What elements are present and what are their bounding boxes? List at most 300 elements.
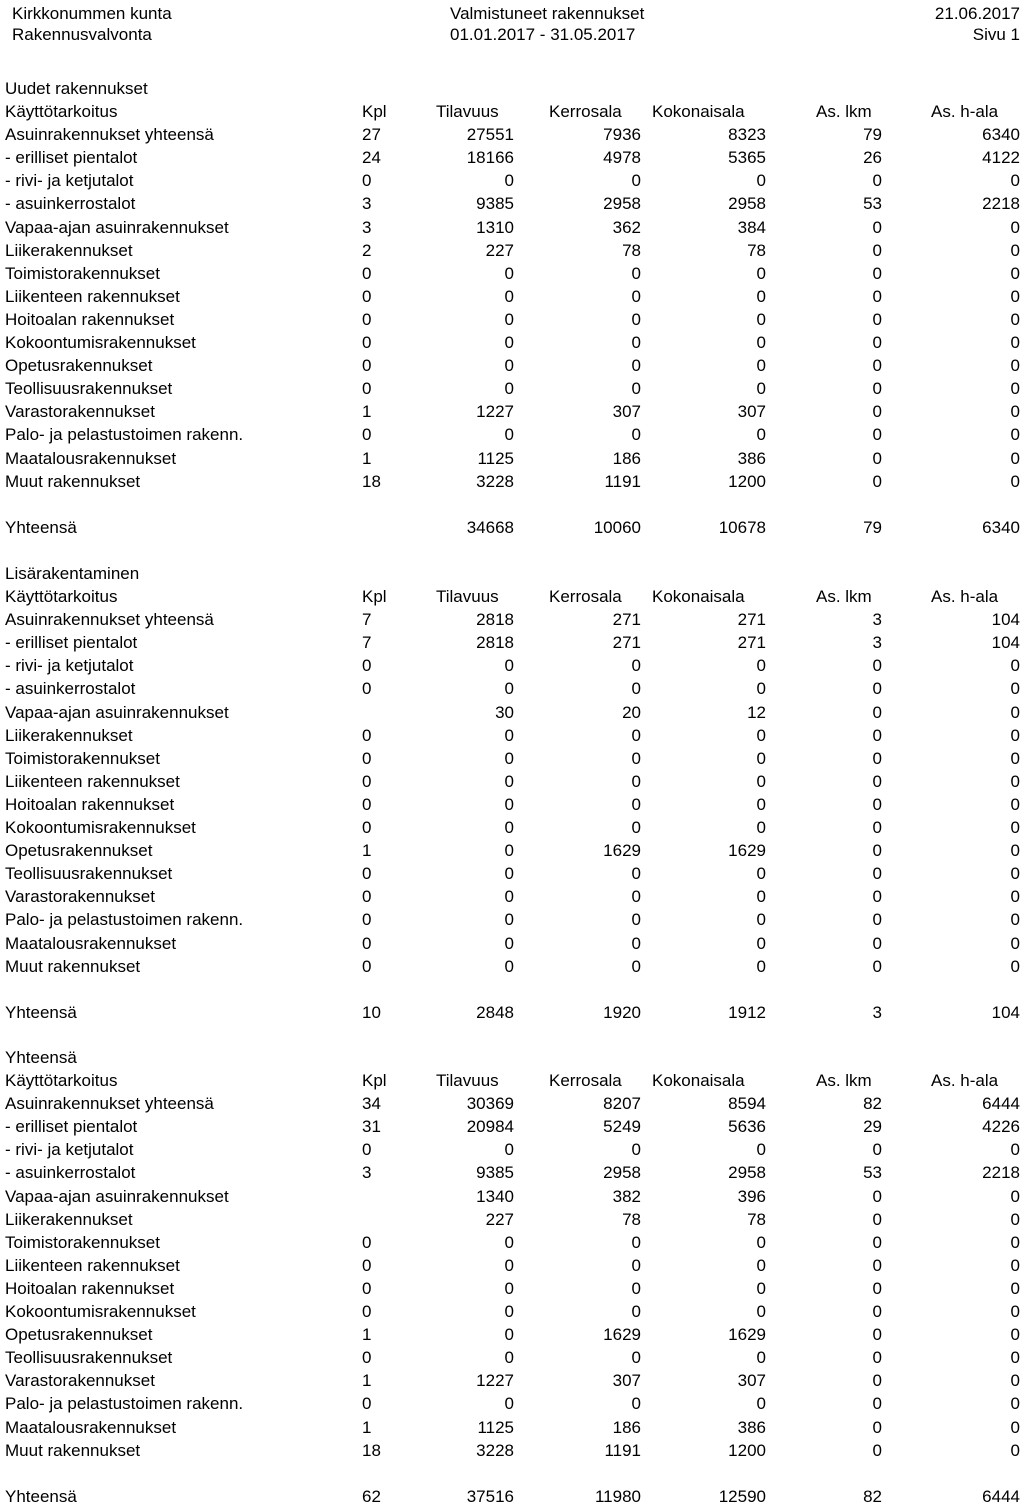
column-header-tilavuus: Tilavuus [436,587,499,606]
cell-label: Teollisuusrakennukset [5,864,173,884]
cell-tilavuus: 18166 [466,148,514,168]
cell-as-hala: 0 [1010,748,1020,768]
cell-as-hala: 0 [1010,910,1020,930]
cell-as-lkm: 0 [872,309,882,329]
cell-kokonaisala: 307 [737,1371,766,1391]
total-as-hala: 104 [991,1002,1020,1022]
table-row [0,125,1024,148]
cell-tilavuus: 0 [504,794,514,814]
cell-kpl: 0 [362,933,372,953]
cell-kokonaisala: 0 [756,263,766,283]
table-row [0,633,1024,656]
cell-label: Liikenteen rakennukset [5,1255,180,1275]
cell-tilavuus: 0 [504,286,514,306]
cell-tilavuus: 227 [485,240,514,260]
cell-kokonaisala: 0 [756,1394,766,1414]
table-row [0,795,1024,818]
cell-kokonaisala: 396 [737,1186,766,1206]
cell-as-hala: 0 [1010,402,1020,422]
cell-kokonaisala: 0 [756,1348,766,1368]
cell-label: - erilliset pientalot [5,1117,138,1137]
table-row [0,887,1024,910]
cell-as-hala: 0 [1010,1325,1020,1345]
column-header-kerrosala: Kerrosala [549,587,622,606]
cell-kpl: 0 [362,425,372,445]
cell-as-lkm: 0 [872,656,882,676]
cell-tilavuus: 0 [504,425,514,445]
page-number: Sivu 1 [972,25,1020,44]
cell-kerrosala: 0 [631,864,641,884]
cell-as-lkm: 0 [872,1255,882,1275]
cell-as-lkm: 0 [872,1348,882,1368]
table-row [0,1117,1024,1140]
cell-label: - asuinkerrostalot [5,194,136,214]
table-row [0,1279,1024,1302]
cell-tilavuus: 0 [504,309,514,329]
total-kokonaisala: 10678 [718,517,766,537]
cell-kokonaisala: 0 [756,656,766,676]
cell-as-hala: 0 [1010,1209,1020,1229]
cell-as-lkm: 0 [872,448,882,468]
cell-tilavuus: 0 [504,656,514,676]
cell-label: Palo- ja pelastustoimen rakenn. [5,1394,244,1414]
cell-as-lkm: 53 [863,1163,882,1183]
cell-as-lkm: 0 [872,748,882,768]
cell-kokonaisala: 386 [737,448,766,468]
cell-kerrosala: 0 [631,1278,641,1298]
cell-as-hala: 0 [1010,171,1020,191]
cell-kokonaisala: 1200 [728,1440,766,1460]
cell-kerrosala: 2958 [603,194,641,214]
cell-label: Teollisuusrakennukset [5,379,173,399]
cell-label: Muut rakennukset [5,471,141,491]
cell-tilavuus: 0 [504,748,514,768]
cell-label: Liikerakennukset [5,240,133,260]
cell-kerrosala: 382 [612,1186,641,1206]
cell-tilavuus: 3228 [476,471,514,491]
column-header-as-hala: As. h-ala [931,102,999,121]
cell-as-hala: 0 [1010,1232,1020,1252]
cell-as-hala: 6444 [982,1094,1020,1114]
column-header-tilavuus: Tilavuus [436,102,499,121]
cell-as-lkm: 0 [872,679,882,699]
cell-as-hala: 0 [1010,333,1020,352]
cell-label: Muut rakennukset [5,956,141,976]
cell-as-hala: 0 [1010,818,1020,837]
cell-kpl: 0 [362,333,372,352]
cell-as-hala: 0 [1010,656,1020,676]
cell-kokonaisala: 271 [737,610,766,630]
table-row [0,934,1024,957]
cell-as-hala: 0 [1010,1394,1020,1414]
cell-label: Maatalousrakennukset [5,933,177,953]
cell-as-lkm: 0 [872,1232,882,1252]
cell-kpl: 0 [362,887,372,907]
cell-kokonaisala: 0 [756,771,766,791]
cell-tilavuus: 27551 [466,125,514,145]
cell-label: Opetusrakennukset [5,356,153,376]
cell-tilavuus: 0 [504,379,514,399]
cell-as-hala: 0 [1010,1417,1020,1437]
table-row [0,749,1024,772]
cell-tilavuus: 30 [495,702,514,722]
cell-as-hala: 0 [1010,240,1020,260]
cell-as-lkm: 3 [872,633,882,653]
cell-as-lkm: 0 [872,1209,882,1229]
total-kpl: 62 [362,1486,381,1506]
cell-as-hala: 2218 [982,1163,1020,1183]
cell-kokonaisala: 0 [756,887,766,907]
cell-kerrosala: 0 [631,1255,641,1275]
column-header-kokonaisala: Kokonaisala [652,1071,745,1090]
cell-kerrosala: 2958 [603,1163,641,1183]
total-row [0,1003,1024,1026]
cell-kpl: 1 [362,448,372,468]
cell-as-hala: 6340 [982,125,1020,145]
cell-kpl: 18 [362,1440,381,1460]
cell-as-lkm: 0 [872,1440,882,1460]
cell-as-hala: 0 [1010,425,1020,445]
cell-kerrosala: 8207 [603,1094,641,1114]
cell-tilavuus: 0 [504,1348,514,1368]
cell-kpl: 3 [362,217,372,237]
cell-kokonaisala: 2958 [728,1163,766,1183]
table-row [0,472,1024,495]
cell-as-hala: 0 [1010,217,1020,237]
cell-as-lkm: 26 [863,148,882,168]
total-as-hala: 6444 [982,1486,1020,1506]
table-row [0,402,1024,425]
cell-tilavuus: 0 [504,818,514,837]
cell-kpl: 0 [362,379,372,399]
cell-kokonaisala: 0 [756,1302,766,1321]
cell-kerrosala: 307 [612,402,641,422]
cell-label: Kokoontumisrakennukset [5,333,196,352]
cell-as-lkm: 0 [872,864,882,884]
table-row [0,679,1024,702]
cell-kerrosala: 0 [631,794,641,814]
total-kpl: 10 [362,1002,381,1022]
cell-as-lkm: 0 [872,1186,882,1206]
cell-as-hala: 0 [1010,1186,1020,1206]
total-tilavuus: 2848 [476,1002,514,1022]
cell-tilavuus: 0 [504,1302,514,1321]
cell-as-hala: 0 [1010,864,1020,884]
cell-tilavuus: 0 [504,356,514,376]
cell-kerrosala: 0 [631,887,641,907]
table-row [0,379,1024,402]
column-header-kokonaisala: Kokonaisala [652,102,745,121]
table-row [0,218,1024,241]
cell-kokonaisala: 0 [756,309,766,329]
cell-label: Varastorakennukset [5,402,155,422]
cell-as-lkm: 0 [872,286,882,306]
cell-tilavuus: 0 [504,1140,514,1160]
cell-as-lkm: 0 [872,1371,882,1391]
total-as-lkm: 82 [863,1486,882,1506]
cell-label: Opetusrakennukset [5,1325,153,1345]
column-header-as-lkm: As. lkm [816,102,872,121]
cell-kpl: 0 [362,309,372,329]
total-tilavuus: 34668 [466,517,514,537]
table-row [0,910,1024,933]
cell-as-hala: 0 [1010,702,1020,722]
cell-as-hala: 104 [991,610,1020,630]
cell-as-lkm: 0 [872,217,882,237]
table-row [0,1140,1024,1163]
cell-kpl: 0 [362,656,372,676]
cell-as-hala: 0 [1010,263,1020,283]
cell-label: Muut rakennukset [5,1440,141,1460]
cell-kerrosala: 186 [612,448,641,468]
cell-kerrosala: 1629 [603,1325,641,1345]
cell-kerrosala: 0 [631,1232,641,1252]
cell-kokonaisala: 0 [756,1232,766,1252]
cell-kpl: 0 [362,725,372,745]
cell-as-lkm: 3 [872,610,882,630]
table-row [0,1418,1024,1441]
cell-tilavuus: 0 [504,933,514,953]
cell-as-lkm: 0 [872,1302,882,1321]
total-label: Yhteensä [5,517,77,537]
cell-kpl: 7 [362,633,372,653]
table-row [0,1348,1024,1371]
cell-kokonaisala: 78 [747,240,766,260]
cell-as-lkm: 0 [872,1394,882,1414]
cell-tilavuus: 0 [504,263,514,283]
cell-kpl: 1 [362,402,372,422]
cell-tilavuus: 1340 [476,1186,514,1206]
cell-kokonaisala: 1629 [728,841,766,861]
column-header-as-hala: As. h-ala [931,1071,999,1090]
cell-as-hala: 0 [1010,448,1020,468]
cell-kokonaisala: 0 [756,748,766,768]
cell-kerrosala: 0 [631,748,641,768]
cell-as-hala: 0 [1010,794,1020,814]
total-row [0,1487,1024,1510]
table-row [0,1394,1024,1417]
cell-kokonaisala: 0 [756,933,766,953]
report-title: Valmistuneet rakennukset [450,4,645,23]
cell-label: Palo- ja pelastustoimen rakenn. [5,910,244,930]
cell-label: Kokoontumisrakennukset [5,818,196,837]
table-row [0,864,1024,887]
cell-kpl: 2 [362,240,372,260]
column-header-kerrosala: Kerrosala [549,102,622,121]
cell-kpl: 0 [362,1394,372,1414]
cell-kerrosala: 0 [631,679,641,699]
cell-kerrosala: 0 [631,263,641,283]
cell-kpl: 0 [362,1302,372,1321]
table-row [0,1441,1024,1464]
cell-as-lkm: 0 [872,1278,882,1298]
cell-tilavuus: 0 [504,864,514,884]
cell-as-hala: 0 [1010,286,1020,306]
table-row [0,1233,1024,1256]
cell-kerrosala: 78 [622,1209,641,1229]
report-date: 21.06.2017 [934,4,1020,23]
cell-as-hala: 0 [1010,471,1020,491]
cell-as-lkm: 0 [872,240,882,260]
cell-kokonaisala: 0 [756,1255,766,1275]
cell-kpl: 0 [362,771,372,791]
total-row [0,518,1024,541]
cell-as-lkm: 0 [872,356,882,376]
cell-kerrosala: 0 [631,771,641,791]
cell-as-lkm: 0 [872,933,882,953]
cell-as-hala: 0 [1010,956,1020,976]
cell-as-lkm: 0 [872,263,882,283]
cell-as-lkm: 0 [872,1325,882,1345]
cell-as-lkm: 0 [872,887,882,907]
cell-as-hala: 0 [1010,1348,1020,1368]
cell-as-lkm: 82 [863,1094,882,1114]
column-header-kpl: Kpl [362,1071,387,1090]
cell-tilavuus: 0 [504,956,514,976]
cell-kpl: 1 [362,1325,372,1345]
cell-tilavuus: 0 [504,1325,514,1345]
cell-as-lkm: 0 [872,1140,882,1160]
cell-kerrosala: 0 [631,818,641,837]
table-row [0,449,1024,472]
column-header-kokonaisala: Kokonaisala [652,587,745,606]
cell-as-hala: 0 [1010,356,1020,376]
cell-kpl: 0 [362,794,372,814]
total-kokonaisala: 12590 [718,1486,766,1506]
cell-kokonaisala: 0 [756,171,766,191]
cell-kokonaisala: 0 [756,356,766,376]
cell-kpl: 0 [362,1278,372,1298]
cell-kokonaisala: 307 [737,402,766,422]
cell-label: - asuinkerrostalot [5,1163,136,1183]
cell-label: - erilliset pientalot [5,633,138,653]
table-row [0,264,1024,287]
cell-kokonaisala: 8594 [728,1094,766,1114]
cell-as-lkm: 79 [863,125,882,145]
cell-label: Toimistorakennukset [5,748,160,768]
cell-as-hala: 0 [1010,309,1020,329]
cell-tilavuus: 2818 [476,610,514,630]
cell-tilavuus: 0 [504,771,514,791]
cell-tilavuus: 1227 [476,1371,514,1391]
cell-as-hala: 0 [1010,841,1020,861]
cell-kerrosala: 186 [612,1417,641,1437]
department-name: Rakennusvalvonta [12,25,152,44]
cell-as-lkm: 0 [872,818,882,837]
cell-label: Liikenteen rakennukset [5,286,180,306]
cell-kokonaisala: 78 [747,1209,766,1229]
column-header-row [0,587,1024,610]
cell-as-lkm: 0 [872,333,882,352]
cell-as-lkm: 0 [872,171,882,191]
cell-as-lkm: 0 [872,771,882,791]
total-label: Yhteensä [5,1002,77,1022]
cell-kpl: 18 [362,471,381,491]
cell-kpl: 3 [362,1163,372,1183]
column-header-as-lkm: As. lkm [816,1071,872,1090]
total-label: Yhteensä [5,1486,77,1506]
cell-kerrosala: 0 [631,309,641,329]
cell-label: - rivi- ja ketjutalot [5,171,134,191]
cell-as-lkm: 0 [872,702,882,722]
table-row [0,333,1024,356]
cell-kokonaisala: 0 [756,910,766,930]
cell-kerrosala: 7936 [603,125,641,145]
cell-label: Asuinrakennukset yhteensä [5,1094,214,1114]
cell-label: Hoitoalan rakennukset [5,309,175,329]
cell-as-hala: 0 [1010,1140,1020,1160]
cell-as-hala: 104 [991,633,1020,653]
table-row [0,241,1024,264]
cell-kpl: 7 [362,610,372,630]
cell-as-lkm: 29 [863,1117,882,1137]
cell-label: Liikenteen rakennukset [5,771,180,791]
cell-kerrosala: 0 [631,171,641,191]
column-header-tilavuus: Tilavuus [436,1071,499,1090]
cell-as-hala: 4226 [982,1117,1020,1137]
cell-label: Maatalousrakennukset [5,448,177,468]
cell-kokonaisala: 12 [747,702,766,722]
cell-kokonaisala: 8323 [728,125,766,145]
cell-kerrosala: 20 [622,702,641,722]
cell-kpl: 0 [362,818,372,837]
cell-kokonaisala: 384 [737,217,766,237]
cell-as-hala: 0 [1010,933,1020,953]
cell-tilavuus: 1227 [476,402,514,422]
table-row [0,1371,1024,1394]
cell-label: Liikerakennukset [5,725,133,745]
cell-label: Varastorakennukset [5,887,155,907]
cell-kokonaisala: 0 [756,379,766,399]
cell-kokonaisala: 0 [756,1278,766,1298]
cell-kerrosala: 5249 [603,1117,641,1137]
column-header-purpose: Käyttötarkoitus [5,587,118,606]
cell-label: Palo- ja pelastustoimen rakenn. [5,425,244,445]
table-row [0,425,1024,448]
cell-kerrosala: 4978 [603,148,641,168]
cell-kokonaisala: 2958 [728,194,766,214]
cell-kokonaisala: 386 [737,1417,766,1437]
cell-kpl: 0 [362,1255,372,1275]
cell-kpl: 1 [362,1417,372,1437]
cell-label: Kokoontumisrakennukset [5,1302,196,1321]
cell-as-lkm: 53 [863,194,882,214]
cell-kpl: 0 [362,171,372,191]
cell-kokonaisala: 5636 [728,1117,766,1137]
table-row [0,171,1024,194]
cell-kerrosala: 271 [612,633,641,653]
column-header-purpose: Käyttötarkoitus [5,102,118,121]
table-row [0,1094,1024,1117]
cell-as-hala: 2218 [982,194,1020,214]
cell-kerrosala: 0 [631,656,641,676]
table-row [0,1325,1024,1348]
total-kerrosala: 10060 [593,517,641,537]
cell-tilavuus: 227 [485,1209,514,1229]
cell-kerrosala: 1629 [603,841,641,861]
table-row [0,818,1024,841]
cell-as-lkm: 0 [872,379,882,399]
cell-kokonaisala: 1629 [728,1325,766,1345]
cell-kerrosala: 0 [631,425,641,445]
cell-label: Toimistorakennukset [5,1232,160,1252]
cell-tilavuus: 0 [504,841,514,861]
column-header-row [0,102,1024,125]
section-title: Yhteensä [5,1048,77,1067]
cell-label: Asuinrakennukset yhteensä [5,610,214,630]
cell-kokonaisala: 0 [756,333,766,352]
total-as-lkm: 79 [863,517,882,537]
